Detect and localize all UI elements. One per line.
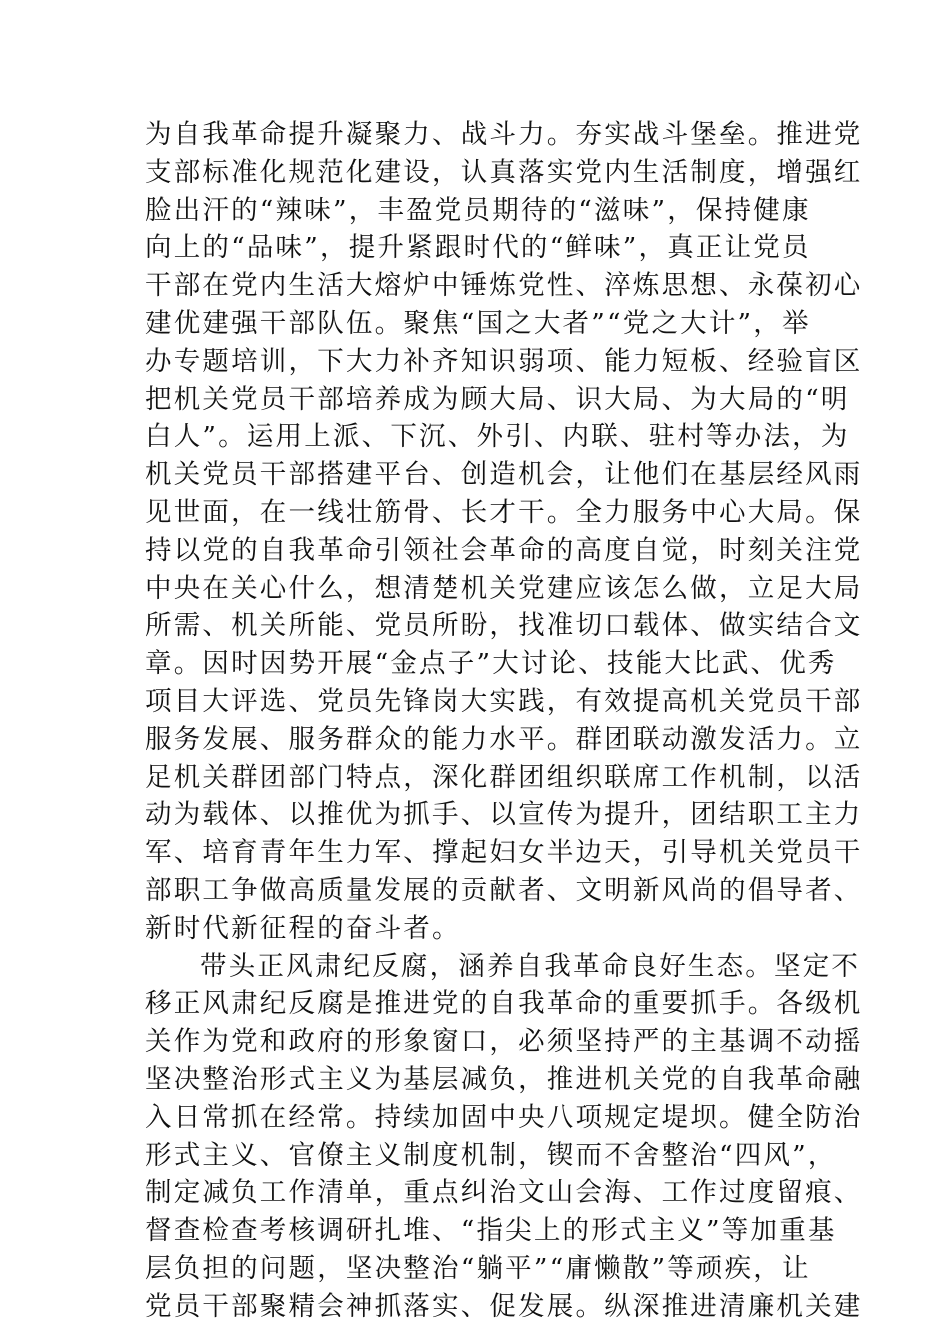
text-line: 服务发展、服务群众的能力水平。群团联动激发活力。立 bbox=[145, 723, 863, 755]
text-line: 坚决整治形式主义为基层减负，推进机关党的自我革命融 bbox=[145, 1063, 863, 1095]
body-text bbox=[145, 116, 863, 1326]
text-line: 见世面，在一线壮筋骨、长才干。全力服务中心大局。保 bbox=[145, 496, 863, 528]
text-line: 新时代新征程的奋斗者。 bbox=[145, 912, 461, 944]
text-line: 所需、机关所能、党员所盼，找准切口载体、做实结合文 bbox=[145, 610, 863, 642]
text-line: 支部标准化规范化建设，认真落实党内生活制度，增强红 bbox=[145, 156, 863, 188]
text-line: 党员干部聚精会神抓落实、促发展。纵深推进清廉机关建 bbox=[145, 1290, 863, 1322]
paragraph-first-line: 带头正风肃纪反腐，涵养自我革命良好生态。坚定不 bbox=[200, 950, 861, 982]
text-line: 办专题培训，下大力补齐知识弱项、能力短板、经验盲区 bbox=[145, 345, 863, 377]
text-line: 把机关党员干部培养成为顾大局、识大局、为大局的“明 bbox=[145, 383, 850, 415]
text-line: 项目大评选、党员先锋岗大实践，有效提高机关党员干部 bbox=[145, 685, 863, 717]
text-line: 入日常抓在经常。持续加固中央八项规定堤坝。健全防治 bbox=[145, 1101, 863, 1133]
text-line: 白人”。运用上派、下沉、外引、内联、驻村等办法，为 bbox=[145, 421, 850, 453]
text-line: 督查检查考核调研扎堆、“指尖上的形式主义”等加重基 bbox=[145, 1215, 837, 1247]
text-line: 足机关群团部门特点，深化群团组织联席工作机制，以活 bbox=[145, 761, 863, 793]
text-line: 移正风肃纪反腐是推进党的自我革命的重要抓手。各级机 bbox=[145, 988, 863, 1020]
text-line: 关作为党和政府的形象窗口，必须坚持严的主基调不动摇 bbox=[145, 1026, 863, 1058]
text-line: 机关党员干部搭建平台、创造机会，让他们在基层经风雨 bbox=[145, 459, 863, 491]
text-line: 脸出汗的“辣味”，丰盈党员期待的“滋味”，保持健康 bbox=[145, 194, 811, 226]
text-line: 动为载体、以推优为抓手、以宣传为提升，团结职工主力 bbox=[145, 799, 863, 831]
text-line: 为自我革命提升凝聚力、战斗力。夯实战斗堡垒。推进党 bbox=[145, 119, 863, 150]
text-line: 持以党的自我革命引领社会革命的高度自觉，时刻关注党 bbox=[145, 534, 863, 566]
text-line: 章。因时因势开展“金点子”大讨论、技能大比武、优秀 bbox=[145, 648, 837, 680]
text-line: 形式主义、官僚主义制度机制，锲而不舍整治“四风”， bbox=[145, 1139, 837, 1171]
text-line: 部职工争做高质量发展的贡献者、文明新风尚的倡导者、 bbox=[145, 874, 863, 906]
text-line: 层负担的问题，坚决整治“躺平”“庸懒散”等顽疾，让 bbox=[145, 1252, 811, 1284]
text-line: 干部在党内生活大熔炉中锤炼党性、淬炼思想、永葆初心 bbox=[145, 270, 863, 302]
text-line: 制定减负工作清单，重点纠治文山会海、工作过度留痕、 bbox=[145, 1177, 863, 1209]
text-line: 军、培育青年生力军、撑起妇女半边天，引导机关党员干 bbox=[145, 837, 863, 869]
text-line: 建优建强干部队伍。聚焦“国之大者”“党之大计”，举 bbox=[145, 307, 811, 339]
text-line: 向上的“品味”，提升紧跟时代的“鲜味”，真正让党员 bbox=[145, 232, 811, 264]
text-line: 中央在关心什么，想清楚机关党建应该怎么做，立足大局 bbox=[145, 572, 863, 604]
